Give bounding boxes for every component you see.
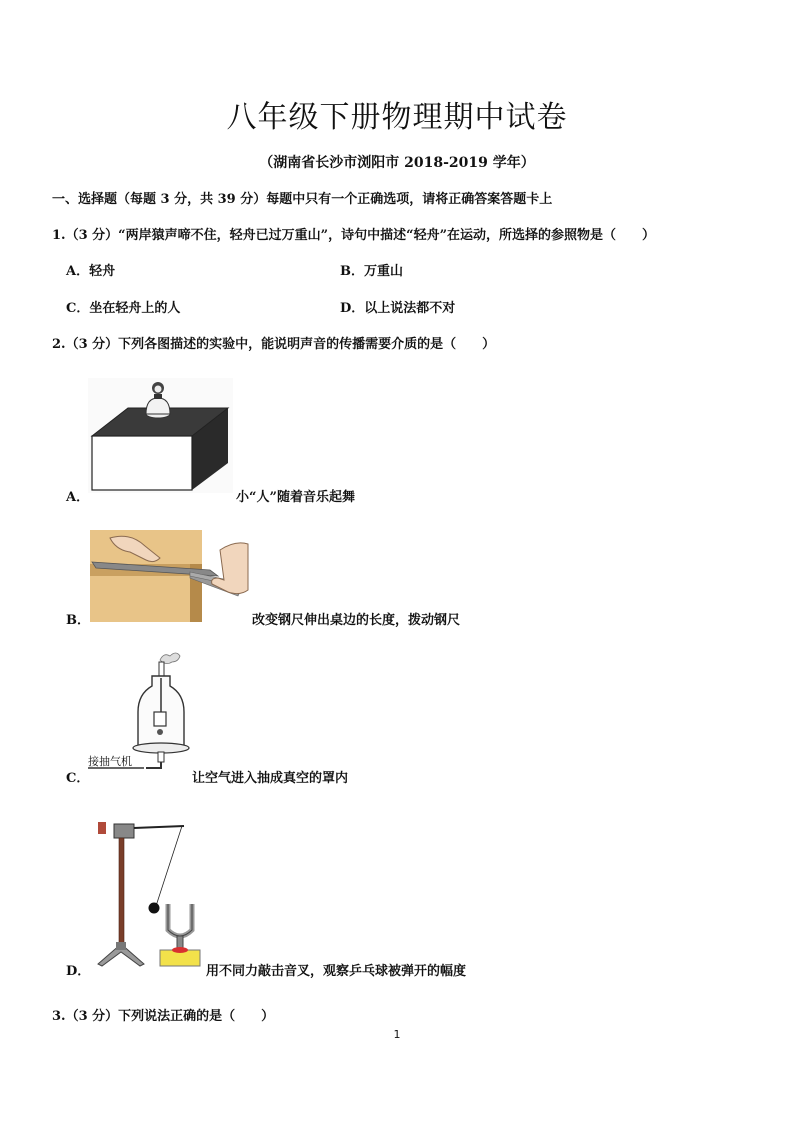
question-2-option-b-label: B． bbox=[66, 613, 90, 628]
question-1-option-c: C．坐在轻舟上的人 bbox=[66, 301, 181, 316]
question-2-option-a-caption: 小“人”随着音乐起舞 bbox=[236, 490, 355, 505]
question-1-option-a: A．轻舟 bbox=[66, 264, 116, 279]
figure-b-steel-ruler bbox=[90, 530, 250, 622]
question-2-option-c-caption: 让空气进入抽成真空的罩内 bbox=[192, 771, 349, 786]
page-number: 1 bbox=[393, 1028, 401, 1041]
figure-c-bell-jar bbox=[88, 652, 190, 780]
question-2-option-a-label: A． bbox=[66, 490, 90, 505]
question-2-stem: 2.（3 分）下列各图描述的实验中，能说明声音的传播需要介质的是（ ） bbox=[52, 337, 496, 352]
question-2-option-d-caption: 用不同力敲击音叉，观察乒乓球被弹开的幅度 bbox=[206, 964, 467, 979]
question-2-option-d-label: D． bbox=[66, 964, 91, 979]
exam-subtitle: （湖南省长沙市浏阳市 2018-2019 学年） bbox=[259, 155, 535, 171]
section-heading: 一、选择题（每题 3 分，共 39 分）每题中只有一个正确选项，请将正确答案答题卡上 bbox=[52, 192, 553, 207]
question-2-option-b-caption: 改变钢尺伸出桌边的长度，拨动钢尺 bbox=[252, 613, 461, 628]
question-1-option-d: D．以上说法都不对 bbox=[340, 301, 456, 316]
question-1-stem: 1.（3 分）“两岸猿声啼不住，轻舟已过万重山”，诗句中描述“轻舟”在运动，所选择的参照物是（ ） bbox=[52, 228, 656, 243]
figure-a-speaker-box bbox=[88, 378, 233, 493]
question-3-stem: 3.（3 分）下列说法正确的是（ ） bbox=[52, 1009, 275, 1024]
figure-c-label: 接抽气机 bbox=[88, 755, 132, 768]
question-2-option-c-label: C． bbox=[66, 771, 90, 786]
page-title: 八年级下册物理期中试卷 bbox=[226, 100, 568, 135]
question-1-option-b: B．万重山 bbox=[340, 264, 403, 279]
figure-d-tuning-fork bbox=[88, 812, 208, 972]
